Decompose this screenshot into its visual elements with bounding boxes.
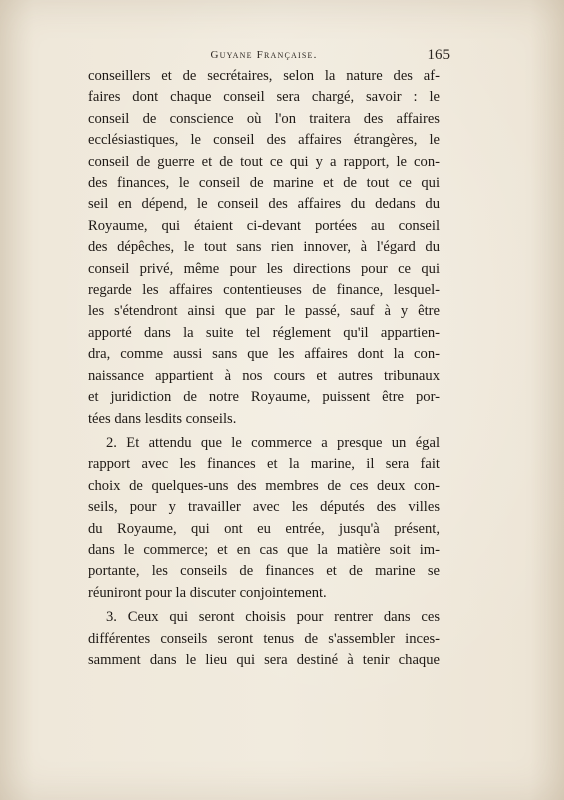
text-line: conseillers et de secrétaires, selon la nature des af-: [88, 68, 440, 84]
text-line: naissance appartient à nos cours et autres tribunaux: [88, 367, 440, 384]
text-line: tées dans lesdits conseils.: [88, 410, 237, 427]
text-line: samment dans le lieu qui sera destiné à tenir chaque: [88, 651, 440, 668]
text-line: différentes conseils seront tenus de s'assembler inces-: [88, 630, 440, 647]
text-line: Royaume, qui étaient ci-devant portées au conseil: [88, 217, 440, 234]
text-line: des dépêches, le tout sans rien innover, à l'égard du: [88, 239, 440, 256]
text-line: ecclésiastiques, le conseil des affaires étrangères, le: [88, 132, 440, 149]
text-line: du Royaume, qui ont eu entrée, jusqu'à présent,: [88, 520, 440, 537]
paragraph-3: [88, 607, 440, 671]
paragraph-2: [88, 433, 440, 604]
text-line: regarde les affaires contentieuses de finance, lesquel-: [88, 282, 440, 299]
text-line: dans le commerce; et en cas que la matière soit im-: [88, 541, 440, 558]
text-line: apporté dans la suite tel réglement qu'il appartien-: [88, 324, 440, 341]
text-line: 2. Et attendu que le commerce a presque un égal: [106, 434, 440, 451]
text-line: rapport avec les finances et la marine, il sera fait: [88, 456, 440, 473]
running-title: Guyane Française.: [210, 49, 318, 61]
text-line: portante, les conseils de finances et de marine se: [88, 563, 440, 580]
paragraph-1: [88, 66, 440, 430]
text-line: conseil de guerre et de tout ce qui y a rapport, le con-: [88, 153, 440, 170]
body-text: [88, 66, 440, 671]
page-number: 165: [427, 47, 450, 63]
text-line: faires dont chaque conseil sera chargé, savoir : le: [88, 89, 440, 106]
text-line: conseil de conscience où l'on traitera des affaires: [88, 110, 440, 127]
text-line: réuniront pour la discuter conjointement.: [88, 584, 327, 601]
text-line: seils, pour y travailler avec les députés des villes: [88, 499, 440, 516]
text-line: seil en dépend, le conseil des affaires du dedans du: [88, 196, 440, 213]
text-line: dra, comme aussi sans que les affaires dont la con-: [88, 346, 440, 363]
text-line: et juridiction de notre Royaume, puissent être por-: [88, 389, 440, 406]
text-line: 3. Ceux qui seront choisis pour rentrer dans ces: [106, 609, 440, 626]
text-line: choix de quelques-uns des membres de ces deux con-: [88, 477, 440, 494]
text-line: des finances, le conseil de marine et de tout ce qui: [88, 175, 440, 192]
text-line: conseil privé, même pour les directions pour ce qui: [88, 260, 440, 277]
running-head: [84, 47, 450, 64]
text-line: les s'étendront ainsi que par le passé, sauf à y être: [88, 303, 440, 320]
